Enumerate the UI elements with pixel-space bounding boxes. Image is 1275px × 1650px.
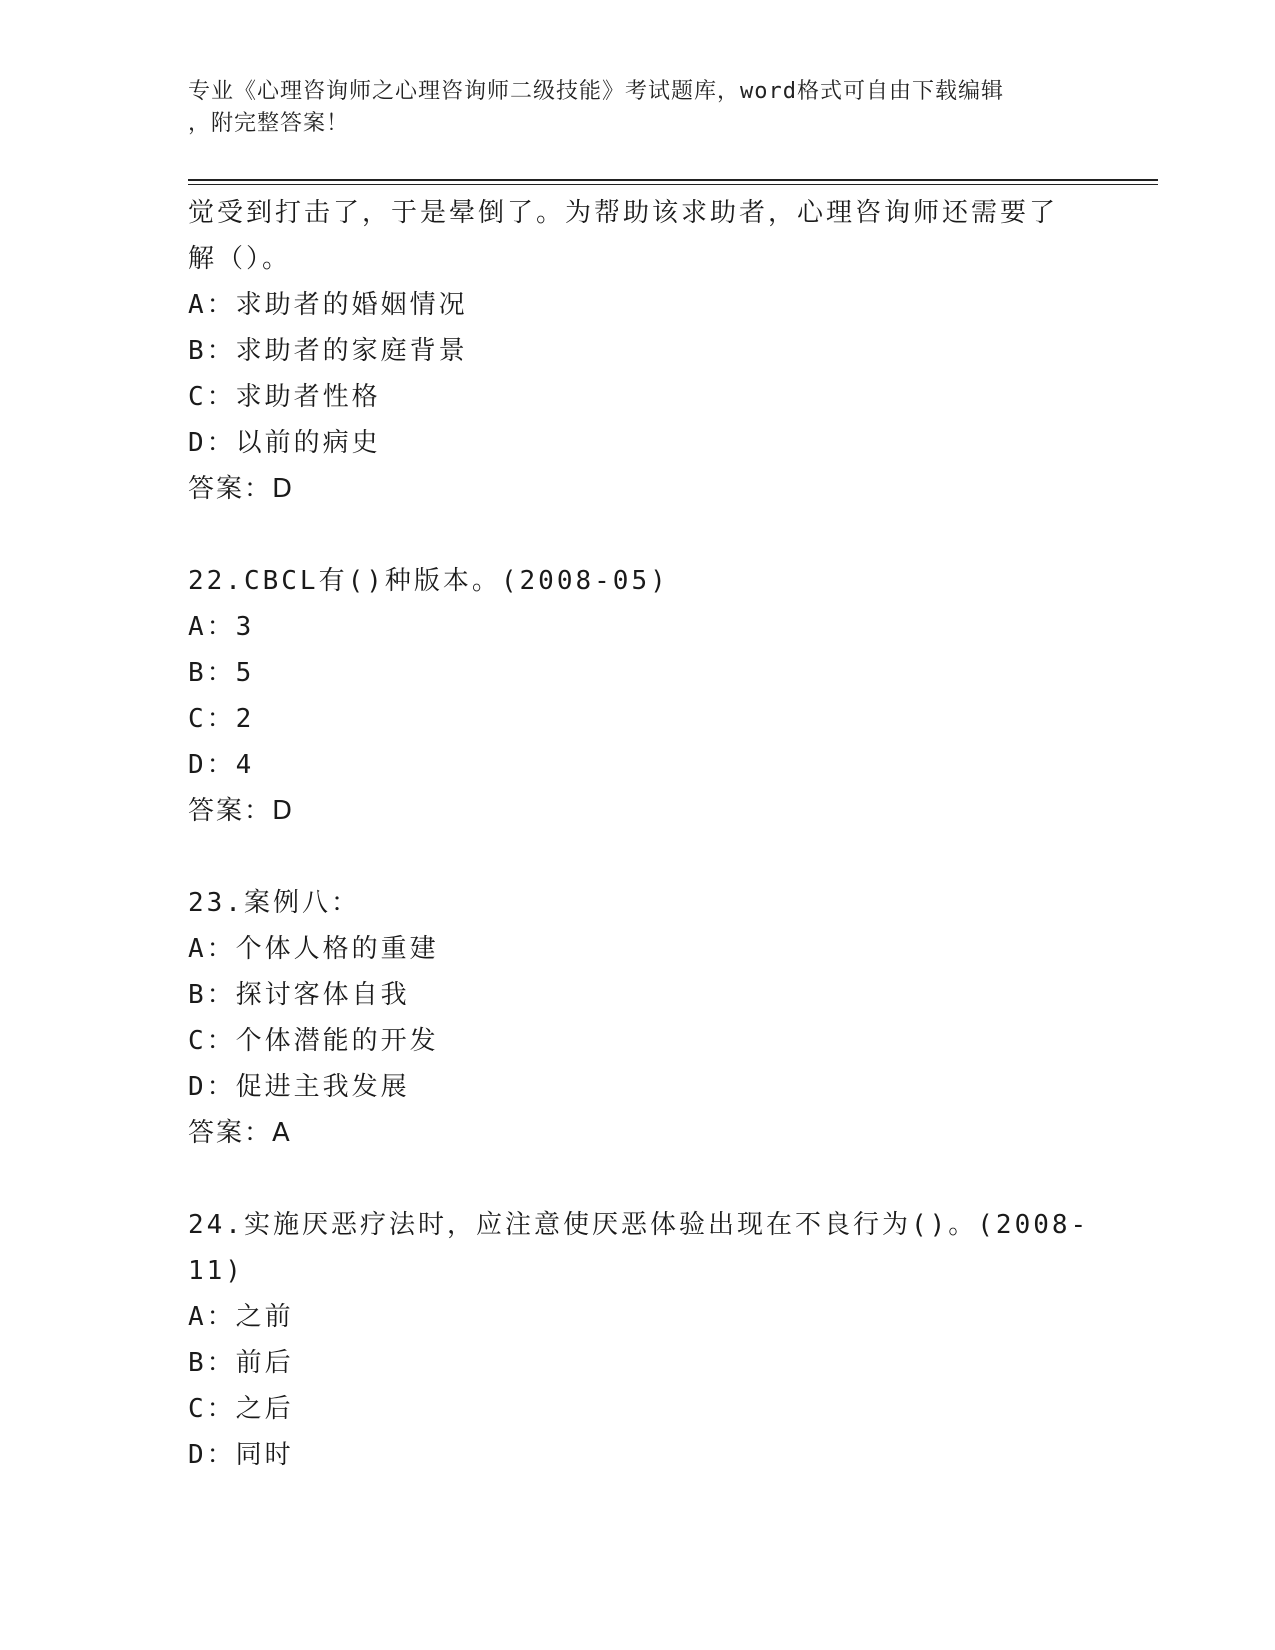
- option-a: A：3: [188, 612, 255, 642]
- option-b: B：求助者的家庭背景: [188, 336, 468, 366]
- option-c: C：2: [188, 704, 255, 734]
- question-stem: 23.案例八：: [188, 888, 360, 918]
- option-d: D：以前的病史: [188, 428, 381, 458]
- question-21: [188, 190, 1088, 512]
- question-23: [188, 880, 1088, 1156]
- option-a: A：之前: [188, 1302, 294, 1332]
- spacer: [188, 512, 1088, 558]
- option-d: D：同时: [188, 1440, 294, 1470]
- document-header: [188, 76, 1068, 140]
- question-stem: 22.CBCL有()种版本。(2008-05): [188, 566, 669, 596]
- question-stem: 11): [188, 1256, 244, 1286]
- option-d: D：促进主我发展: [188, 1072, 410, 1102]
- question-22: [188, 558, 1088, 834]
- option-b: B：5: [188, 658, 255, 688]
- option-d: D：4: [188, 750, 255, 780]
- option-c: C：个体潜能的开发: [188, 1026, 439, 1056]
- question-stem: 觉受到打击了，于是晕倒了。为帮助该求助者，心理咨询师还需要了: [188, 198, 1059, 228]
- answer-label: 答案：D: [188, 796, 295, 826]
- header-line-2: ，附完整答案！: [188, 111, 350, 136]
- option-b: B：前后: [188, 1348, 294, 1378]
- question-stem: 24.实施厌恶疗法时，应注意使厌恶体验出现在不良行为()。(2008-: [188, 1210, 1090, 1240]
- option-a: A：求助者的婚姻情况: [188, 290, 468, 320]
- option-c: C：之后: [188, 1394, 294, 1424]
- question-stem: 解（）。: [188, 244, 292, 274]
- spacer: [188, 1156, 1088, 1202]
- spacer: [188, 834, 1088, 880]
- header-line-1: 专业《心理咨询师之心理咨询师二级技能》考试题库，word格式可自由下载编辑: [188, 79, 1004, 104]
- answer-label: 答案：A: [188, 1118, 292, 1148]
- option-c: C：求助者性格: [188, 382, 381, 412]
- question-24: [188, 1202, 1088, 1478]
- answer-label: 答案：D: [188, 474, 295, 504]
- question-list: [188, 190, 1088, 1478]
- header-rule-thin: [188, 184, 1158, 185]
- option-b: B：探讨客体自我: [188, 980, 410, 1010]
- option-a: A：个体人格的重建: [188, 934, 439, 964]
- header-rule-thick: [188, 179, 1158, 181]
